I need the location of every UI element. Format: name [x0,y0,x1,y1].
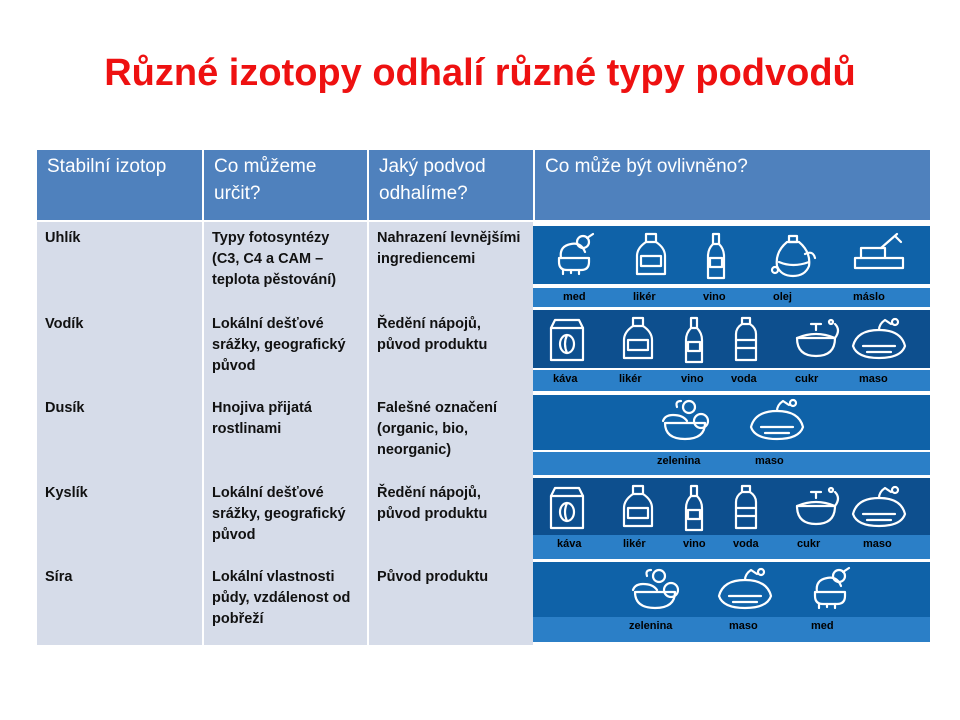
affected-item-label: máslo [853,291,885,303]
affected-item-label: zelenina [657,455,701,467]
sugar-bowl-icon [791,316,841,365]
cell-isotope: Vodík [37,308,202,392]
header-determine: Co můžeme určit? [204,150,367,220]
slide-title: Různé izotopy odhalí různé typy podvodů [104,52,856,94]
wine-bottle-icon [681,316,707,368]
affected-item-label: cukr [797,538,821,550]
cell-isotope: Dusík [37,392,202,477]
cell-isotope: Síra [37,561,202,645]
butter-icon [851,232,907,281]
cell-determine: Typy fotosyntézy (C3, C4 a CAM – teplota pěstování) [204,222,367,308]
roast-chicken-icon [849,316,909,367]
water-bottle-icon [731,316,761,368]
header-isotope: Stabilní izotop [37,150,202,220]
wine-bottle-icon [703,232,729,284]
affected-item-label: likér [623,538,646,550]
affected-item-label: voda [733,538,759,550]
affected-items-band [533,310,930,391]
sugar-bowl-icon [791,484,841,533]
affected-item-label: maso [863,538,892,550]
affected-item-label: káva [553,373,578,385]
coffee-bag-icon [547,316,587,368]
cell-isotope: Kyslík [37,477,202,561]
header-fraud: Jaký podvod odhalíme? [369,150,533,220]
cell-determine: Lokální dešťové srážky, geografický původ [204,477,367,561]
roast-chicken-icon [747,397,807,448]
water-bottle-icon [731,484,761,536]
honey-icon [809,566,853,615]
affected-item-label: cukr [795,373,819,385]
affected-items-band [533,478,930,559]
cell-fraud: Nahrazení levnějšími ingrediencemi [369,222,533,308]
vegetables-icon [629,566,683,617]
affected-item-label: zelenina [629,620,673,632]
roast-chicken-icon [849,484,909,535]
cell-fraud: Ředění nápojů, původ produktu [369,477,533,561]
cell-determine: Lokální vlastnosti půdy, vzdálenost od pobřeží [204,561,367,645]
cell-fraud: Původ produktu [369,561,533,645]
affected-item-label: káva [557,538,582,550]
affected-item-label: med [563,291,586,303]
affected-item-label: olej [773,291,792,303]
coffee-bag-icon [547,484,587,536]
wine-bottle-icon [681,484,707,536]
affected-item-label: likér [619,373,642,385]
affected-items-band [533,562,930,642]
affected-item-label: voda [731,373,757,385]
cell-determine: Hnojiva přijatá rostlinami [204,392,367,477]
oil-icon [769,232,819,283]
honey-icon [553,232,597,281]
liquor-bottle-icon [618,316,658,367]
affected-item-label: likér [633,291,656,303]
cell-fraud: Falešné označení (organic, bio, neorganic) [369,392,533,477]
header-affected: Co může být ovlivněno? [535,150,930,220]
roast-chicken-icon [715,566,775,617]
cell-fraud: Ředění nápojů, původ produktu [369,308,533,392]
cell-isotope: Uhlík [37,222,202,308]
liquor-bottle-icon [618,484,658,535]
affected-item-label: maso [755,455,784,467]
vegetables-icon [659,397,713,448]
affected-items-band [533,395,930,475]
affected-item-label: vino [703,291,726,303]
affected-item-label: med [811,620,834,632]
affected-item-label: vino [683,538,706,550]
affected-items-band [533,226,930,307]
affected-item-label: maso [729,620,758,632]
affected-item-label: maso [859,373,888,385]
liquor-bottle-icon [631,232,671,283]
affected-item-label: vino [681,373,704,385]
cell-determine: Lokální dešťové srážky, geografický původ [204,308,367,392]
